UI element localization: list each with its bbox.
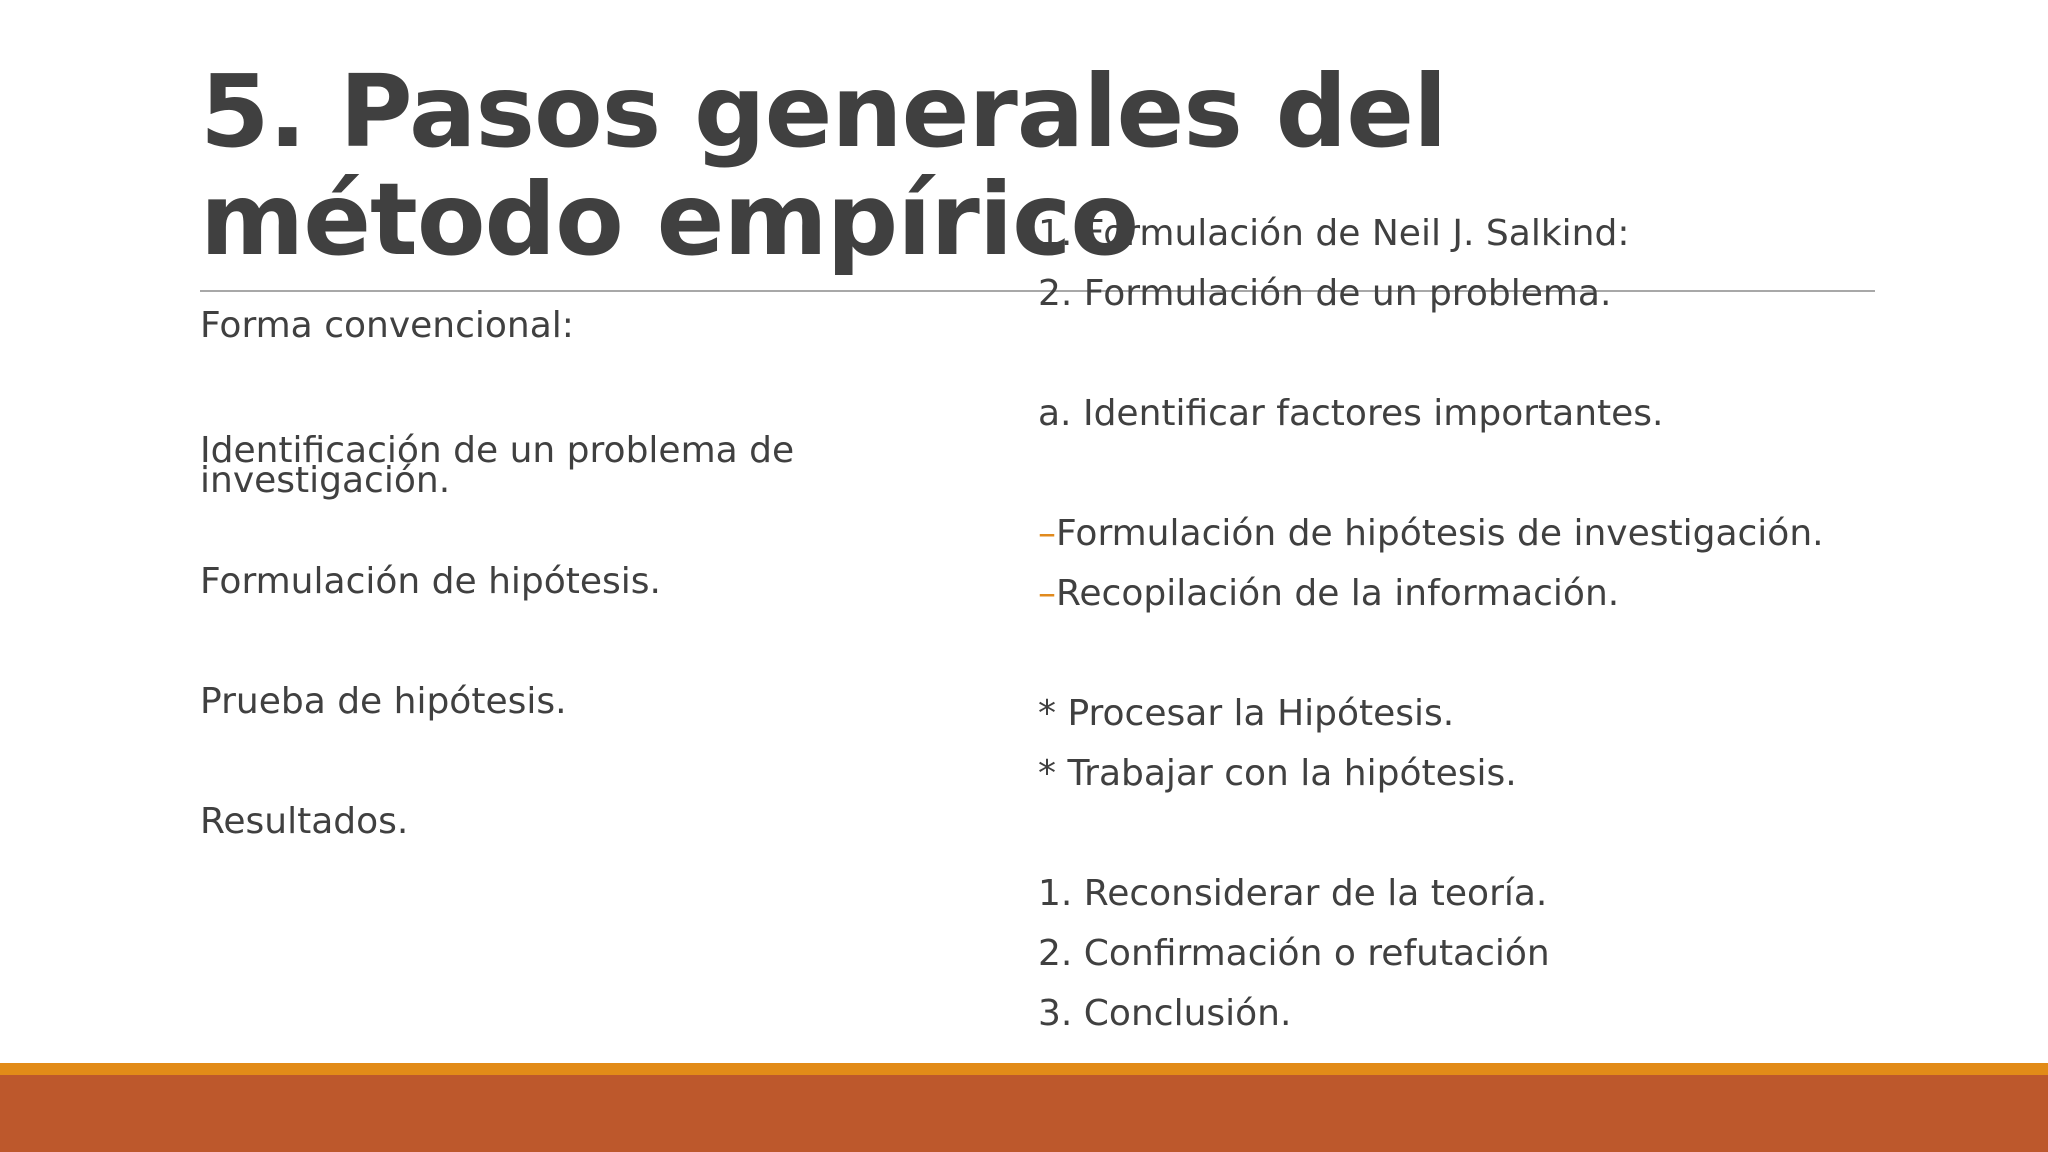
spacer bbox=[1038, 324, 1998, 384]
footer-accent-stripe bbox=[0, 1063, 2048, 1075]
left-item: Identificación de un problema de investigación. bbox=[200, 430, 795, 501]
left-item: Resultados. bbox=[200, 801, 409, 842]
dash-bullet-icon: – bbox=[1038, 513, 1056, 554]
spacer bbox=[200, 608, 840, 676]
right-line: Formulación de hipótesis de investigación. bbox=[1056, 513, 1824, 554]
right-line: * Procesar la Hipótesis. bbox=[1038, 693, 1455, 734]
footer-band bbox=[0, 1075, 2048, 1152]
right-line: 1. Formulación de Neil J. Salkind: bbox=[1038, 213, 1630, 254]
left-item: Formulación de hipótesis. bbox=[200, 561, 662, 602]
spacer bbox=[1038, 624, 1998, 684]
right-column bbox=[1038, 204, 1998, 1044]
right-line: 3. Conclusión. bbox=[1038, 993, 1292, 1034]
spacer bbox=[200, 352, 840, 420]
slide-title: 5. Pasos generales del método empírico bbox=[200, 53, 1447, 278]
left-column bbox=[200, 300, 840, 848]
spacer bbox=[200, 728, 840, 796]
dash-bullet-item bbox=[1038, 504, 1998, 564]
left-item: Prueba de hipótesis. bbox=[200, 681, 567, 722]
right-line: 2. Formulación de un problema. bbox=[1038, 273, 1612, 314]
dash-bullet-icon: – bbox=[1038, 573, 1056, 614]
right-line: a. Identificar factores importantes. bbox=[1038, 393, 1664, 434]
dash-bullet-item bbox=[1038, 564, 1998, 624]
right-line: 2. Confirmación o refutación bbox=[1038, 933, 1550, 974]
right-line: 1. Reconsiderar de la teoría. bbox=[1038, 873, 1548, 914]
spacer bbox=[1038, 444, 1998, 504]
right-line: * Trabajar con la hipótesis. bbox=[1038, 753, 1517, 794]
left-heading: Forma convencional: bbox=[200, 305, 574, 346]
right-line: Recopilación de la información. bbox=[1056, 573, 1620, 614]
spacer bbox=[1038, 804, 1998, 864]
